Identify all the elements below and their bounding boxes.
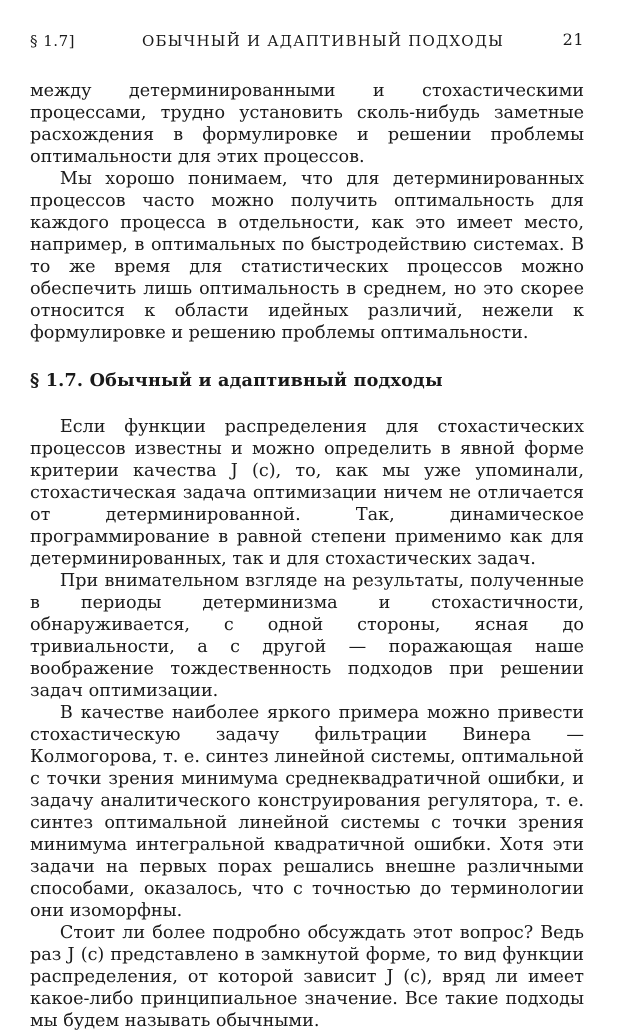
continuation-paragraph: между детерминированными и стохастическими процессами, трудно установить сколь-нибудь заметные расхождения в формулировке и решении проблемы оптимальности для этих процессов. bbox=[30, 81, 584, 167]
paragraph-distribution-functions: Если функции распределения для стохастических процессов известны и можно определить в явной форме критерии качества J (c), то, как мы уже упоминали, стохастическая задача оптимизации ничем не отличается от детерминированной. Так, динамическое программирование в равной степени применимо как для детерминированных, так и для стохастических задач. bbox=[30, 417, 584, 569]
section-heading: § 1.7. Обычный и адаптивный подходы bbox=[30, 370, 443, 391]
paragraph-wiener-kolmogorov-example: В качестве наиболее яркого примера можно привести стохастическую задачу фильтрации Винера — Колмогорова, т. е. синтез линейной системы, оптимальной с точки зрения минимума среднеквадратичной ошибки, и задачу аналитического конструирования регулятора, т. е. синтез оптимальной линейной системы с точки зрения минимума интегральной квадратичной ошибки. Хотя эти задачи на первых порах решались внешне различными способами, оказалось, что с точностью до терминологии они изоморфны. bbox=[30, 703, 584, 921]
paragraph-conventional-approaches: Стоит ли более подробно обсуждать этот вопрос? Ведь раз J (c) представлено в замкнутой форме, то вид функции распределения, от которой зависит J (c), вряд ли имеет какое-либо принципиальное значение. Все такие подходы мы будем называть обычными. bbox=[30, 923, 584, 1031]
running-header bbox=[30, 30, 584, 54]
page-number: 21 bbox=[562, 30, 584, 49]
header-chapter-title: ОБЫЧНЫЙ И АДАПТИВНЫЙ ПОДХОДЫ bbox=[142, 32, 505, 50]
paragraph-deterministic-optimality: Мы хорошо понимаем, что для детерминированных процессов часто можно получить оптимальность для каждого процесса в отдельности, как это имеет место, например, в оптимальных по быстродействию системах. В то же время для статистических процессов можно обеспечить лишь оптимальность в среднем, но это скорее относится к области идейных различий, нежели к формулировке и решению проблемы оптимальности. bbox=[30, 169, 584, 343]
page-body bbox=[30, 80, 584, 1032]
header-section-ref: § 1.7] bbox=[30, 32, 75, 50]
paragraph-identity-of-approaches: При внимательном взгляде на результаты, полученные в периоды детерминизма и стохастичности, обнаруживается, с одной стороны, ясная до тривиальности, а с другой — поражающая наше воображение тождественность подходов при решении задач оптимизации. bbox=[30, 571, 584, 701]
